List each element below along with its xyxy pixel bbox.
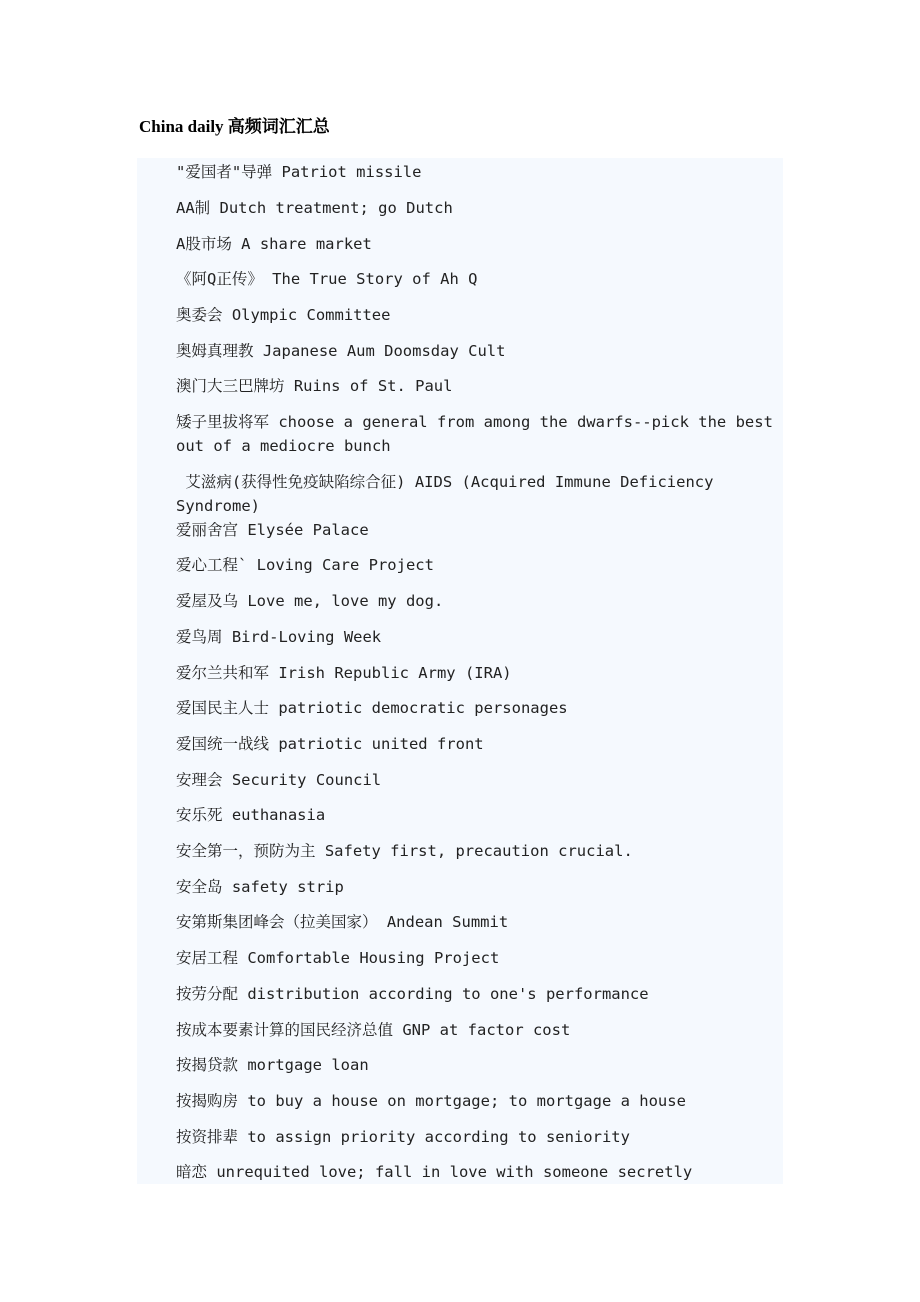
glossary-entry: 按揭贷款 mortgage loan [176,1056,369,1074]
glossary-entry: 爱屋及乌 Love me, love my dog. [176,592,444,610]
glossary-entry: 按劳分配 distribution according to one's performance [176,985,649,1003]
document-title: China daily 高频词汇汇总 [139,117,330,136]
glossary-entry: 爱丽舍宫 Elysée Palace [176,521,369,539]
glossary-entry: 爱心工程` Loving Care Project [176,556,434,574]
glossary-entry: 澳门大三巴牌坊 Ruins of St. Paul [176,377,453,395]
glossary-entry: 安第斯集团峰会（拉美国家） Andean Summit [176,913,509,931]
glossary-entry: 安乐死 euthanasia [176,806,326,824]
glossary-entry: 爱鸟周 Bird-Loving Week [176,628,382,646]
glossary-entry: 安理会 Security Council [176,771,382,789]
glossary-entry: 暗恋 unrequited love; fall in love with someone secretly [176,1163,693,1181]
glossary-entry: 安全岛 safety strip [176,878,344,896]
glossary-entry: 按资排辈 to assign priority according to seniority [176,1128,630,1146]
glossary-entry: 按成本要素计算的国民经济总值 GNP at factor cost [176,1021,571,1039]
glossary-entry: 奥姆真理教 Japanese Aum Doomsday Cult [176,342,506,360]
glossary-entry: 艾滋病(获得性免疫缺陷综合征) AIDS (Acquired Immune Deficiency Syndrome) [176,473,714,515]
glossary-entry: 安全第一，预防为主 Safety first, precaution crucial. [176,842,633,860]
glossary-entry: 爱国统一战线 patriotic united front [176,735,484,753]
glossary-entry: 按揭购房 to buy a house on mortgage; to mortgage a house [176,1092,686,1110]
glossary-entry: 奥委会 Olympic Committee [176,306,391,324]
glossary-entry: 爱尔兰共和军 Irish Republic Army (IRA) [176,664,512,682]
glossary-entry: A股市场 A share market [176,235,372,253]
glossary-entry: 安居工程 Comfortable Housing Project [176,949,500,967]
glossary-entry: 《阿Q正传》 The True Story of Ah Q [176,270,478,288]
glossary-entry: AA制 Dutch treatment; go Dutch [176,199,453,217]
glossary-entry: 矮子里拔将军 choose a general from among the dwarfs--pick the best out of a mediocre bunch [176,413,773,455]
glossary-entry: "爱国者"导弹 Patriot missile [176,163,422,181]
glossary-entry: 爱国民主人士 patriotic democratic personages [176,699,568,717]
